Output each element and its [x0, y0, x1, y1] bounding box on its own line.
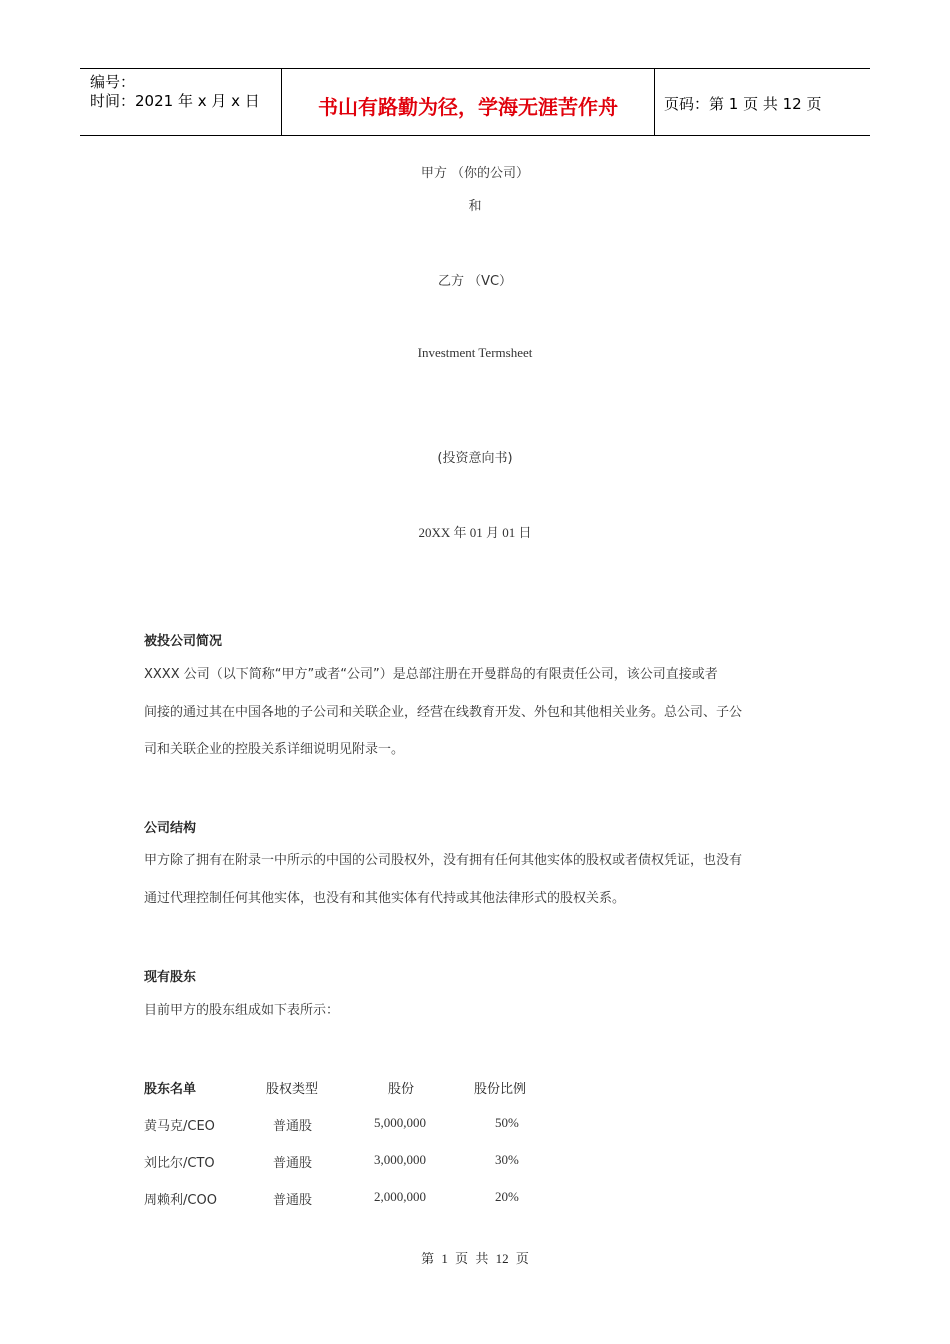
- table-cell: 周赖利/COO: [144, 1193, 217, 1208]
- page-header: [80, 68, 870, 136]
- table-cell: 30%: [495, 1152, 519, 1167]
- table-cell: 刘比尔/CTO: [144, 1156, 215, 1171]
- section-heading: 公司结构: [144, 821, 197, 836]
- section-paragraph: [144, 842, 814, 917]
- section-paragraph: [144, 656, 814, 769]
- table-header-cell: 股东名单: [144, 1082, 197, 1097]
- table-cell: 50%: [495, 1115, 519, 1130]
- table-cell: 普通股: [273, 1119, 313, 1134]
- page-footer: 第 1 页 共 12 页: [421, 1251, 529, 1266]
- section-heading: 现有股东: [144, 970, 197, 985]
- table-cell: 普通股: [273, 1193, 313, 1208]
- party-a: 甲方 （你的公司）: [420, 166, 530, 181]
- paragraph-line: 目前甲方的股东组成如下表所示：: [144, 1003, 340, 1018]
- paragraph-line: 通过代理控制任何其他实体，也没有和其他实体有代持或其他法律形式的股权关系。: [144, 890, 626, 906]
- section-heading: 被投公司简况: [144, 634, 223, 649]
- table-cell: 普通股: [273, 1156, 313, 1171]
- paragraph-line: 间接的通过其在中国各地的子公司和关联企业，经营在线教育开发、外包和其他相关业务。总公司、子公: [144, 704, 743, 720]
- header-page-info: 页码：第 1 页 共 12 页: [664, 95, 822, 113]
- party-b: 乙方 （VC）: [437, 274, 513, 289]
- section-paragraph: [144, 992, 814, 1030]
- table-cell: 2,000,000: [374, 1189, 426, 1204]
- header-divider: [654, 69, 655, 135]
- document-time: 时间：2021 年 x 月 x 日: [90, 92, 260, 110]
- table-cell: 3,000,000: [374, 1152, 426, 1167]
- paragraph-line: 司和关联企业的控股关系详细说明见附录一。: [144, 742, 405, 757]
- header-motto: 书山有路勤为径，学海无涯苦作舟: [318, 95, 618, 119]
- document-date: 20XX 年 01 月 01 日: [418, 525, 532, 540]
- document-number-label: 编号：: [90, 73, 136, 91]
- table-header-cell: 股份比例: [474, 1082, 527, 1097]
- table-cell: 5,000,000: [374, 1115, 426, 1130]
- document-title-en: Investment Termsheet: [417, 345, 533, 360]
- table-header-cell: 股份: [388, 1082, 415, 1097]
- document-title-cn: (投资意向书): [437, 451, 513, 466]
- table-header-cell: 股权类型: [266, 1082, 319, 1097]
- header-meta: [90, 73, 260, 111]
- paragraph-line: XXXX 公司（以下简称“甲方”或者“公司”）是总部注册在开曼群岛的有限责任公司，该公司直接或者: [144, 667, 718, 682]
- table-cell: 20%: [495, 1189, 519, 1204]
- and-text: 和: [468, 199, 482, 214]
- table-cell: 黄马克/CEO: [144, 1119, 215, 1134]
- paragraph-line: 甲方除了拥有在附录一中所示的中国的公司股权外，没有拥有任何其他实体的股权或者债权凭证，也没有: [144, 853, 743, 868]
